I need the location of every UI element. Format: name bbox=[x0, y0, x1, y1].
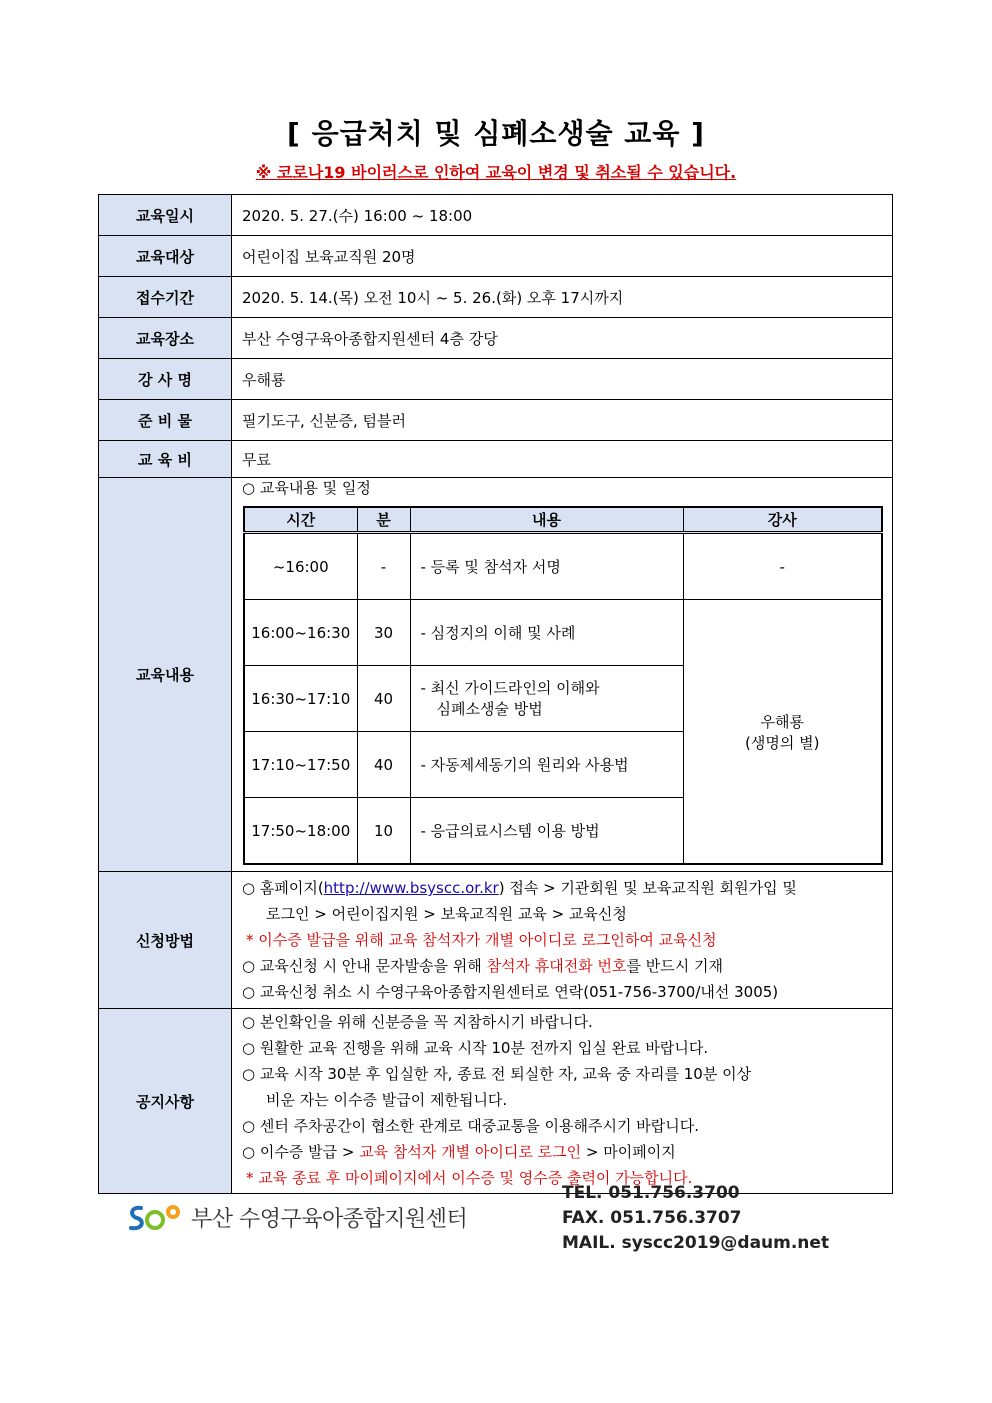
prep-value: 필기도구, 신분증, 텀블러 bbox=[232, 400, 893, 441]
org-name: 부산 수영구육아종합지원센터 bbox=[191, 1206, 468, 1232]
date-label: 교육일시 bbox=[99, 195, 232, 236]
table-row bbox=[244, 600, 882, 666]
row-apply bbox=[99, 872, 893, 1009]
table-row bbox=[244, 533, 882, 600]
target-value: 어린이집 보육교직원 20명 bbox=[232, 236, 893, 277]
apply-line-1 bbox=[232, 875, 892, 901]
place-label: 교육장소 bbox=[99, 318, 232, 359]
apply-l3-red: 참석자 휴대전화 번호 bbox=[486, 957, 627, 975]
notices-cell bbox=[232, 1009, 893, 1194]
content-label: 교육내용 bbox=[99, 478, 232, 872]
notice-line-3: ○ 교육 시작 30분 후 입실한 자, 종료 전 퇴실한 자, 교육 중 자리를 10분 이상 bbox=[242, 1065, 752, 1083]
content-cell bbox=[232, 478, 893, 872]
row-date bbox=[99, 195, 893, 236]
notices-label: 공지사항 bbox=[99, 1009, 232, 1194]
desc-line-1: - 최신 가이드라인의 이해와 bbox=[420, 678, 600, 697]
apply-l1-post: ) 접속 > 기관회원 및 보육교직원 회원가입 및 bbox=[498, 879, 797, 897]
row-content bbox=[99, 478, 893, 872]
row-target bbox=[99, 236, 893, 277]
info-table bbox=[98, 194, 893, 1194]
row-prep bbox=[99, 400, 893, 441]
row-notices bbox=[99, 1009, 893, 1194]
prep-label: 준 비 물 bbox=[99, 400, 232, 441]
desc-cell: - 응급의료시스템 이용 방법 bbox=[410, 798, 683, 865]
content-heading: ○ 교육내용 및 일정 bbox=[242, 479, 371, 497]
notice-l5-pre: ○ 이수증 발급 > bbox=[242, 1143, 360, 1161]
min-cell: - bbox=[357, 533, 410, 600]
lecturer-note: (생명의 별) bbox=[745, 733, 820, 752]
period-label: 접수기간 bbox=[99, 277, 232, 318]
desc-cell: - 자동제세동기의 원리와 사용법 bbox=[410, 732, 683, 798]
notice-line-4: ○ 센터 주차공간이 협소한 관계로 대중교통을 이용해주시기 바랍니다. bbox=[242, 1117, 699, 1135]
mail[interactable]: MAIL. syscc2019@daum.net bbox=[562, 1233, 830, 1253]
apply-cell bbox=[232, 872, 893, 1009]
row-fee bbox=[99, 441, 893, 478]
lecturer-value: 우해룡 bbox=[232, 359, 893, 400]
time-cell: 17:10~17:50 bbox=[244, 732, 357, 798]
lecturer-cell: - bbox=[683, 533, 882, 600]
org-logo bbox=[127, 1200, 467, 1234]
desc-cell: - 심정지의 이해 및 사례 bbox=[410, 600, 683, 666]
header-time: 시간 bbox=[244, 507, 357, 533]
row-place bbox=[99, 318, 893, 359]
time-cell: 17:50~18:00 bbox=[244, 798, 357, 865]
time-cell: 16:00~16:30 bbox=[244, 600, 357, 666]
apply-line-1-cont: 로그인 > 어린이집지원 > 보육교직원 교육 > 교육신청 bbox=[266, 905, 627, 923]
desc-cell bbox=[410, 666, 683, 732]
apply-label: 신청방법 bbox=[99, 872, 232, 1009]
min-cell: 30 bbox=[357, 600, 410, 666]
min-cell: 40 bbox=[357, 666, 410, 732]
notice-line-3-cont: 비운 자는 이수증 발급이 제한됩니다. bbox=[266, 1091, 508, 1109]
apply-line-2: * 이수증 발급을 위해 교육 참석자가 개별 아이디로 로그인하여 교육신청 bbox=[246, 931, 717, 949]
apply-l1-pre: ○ 홈페이지( bbox=[242, 879, 324, 897]
lecturer-merged-cell bbox=[683, 600, 882, 865]
desc-line-2: 심폐소생술 방법 bbox=[436, 699, 543, 718]
row-lecturer bbox=[99, 359, 893, 400]
tel: TEL. 051.756.3700 bbox=[562, 1183, 740, 1203]
notice-line-1: ○ 본인확인을 위해 신분증을 꼭 지참하시기 바랍니다. bbox=[242, 1013, 593, 1031]
logo-mark-icon bbox=[127, 1200, 183, 1234]
period-value: 2020. 5. 14.(목) 오전 10시 ~ 5. 26.(화) 오후 17시까지 bbox=[232, 277, 893, 318]
row-period bbox=[99, 277, 893, 318]
time-cell: ~16:00 bbox=[244, 533, 357, 600]
lecturer-label: 강 사 명 bbox=[99, 359, 232, 400]
target-label: 교육대상 bbox=[99, 236, 232, 277]
notice-line-2: ○ 원활한 교육 진행을 위해 교육 시작 10분 전까지 입실 완료 바랍니다. bbox=[242, 1039, 709, 1057]
page-title: [ 응급처치 및 심폐소생술 교육 ] bbox=[287, 117, 705, 150]
header-min: 분 bbox=[357, 507, 410, 533]
notice-l5-post: > 마이페이지 bbox=[581, 1143, 676, 1161]
place-value: 부산 수영구육아종합지원센터 4층 강당 bbox=[232, 318, 893, 359]
fax: FAX. 051.756.3707 bbox=[562, 1208, 742, 1228]
date-value: 2020. 5. 27.(수) 16:00 ~ 18:00 bbox=[232, 195, 893, 236]
apply-line-3 bbox=[232, 953, 892, 979]
fee-value: 무료 bbox=[232, 441, 893, 478]
min-cell: 40 bbox=[357, 732, 410, 798]
lecturer-name: 우해룡 bbox=[760, 712, 804, 731]
apply-line-4: ○ 교육신청 취소 시 수영구육아종합지원센터로 연락(051-756-3700/내선 3005) bbox=[242, 983, 779, 1001]
desc-cell: - 등록 및 참석자 서명 bbox=[410, 533, 683, 600]
apply-l3-post: 를 반드시 기재 bbox=[626, 957, 723, 975]
fee-label: 교 육 비 bbox=[99, 441, 232, 478]
notice-line-6: * 교육 종료 후 마이페이지에서 이수증 및 영수증 출력이 가능합니다. bbox=[246, 1169, 693, 1187]
notice-l5-red: 교육 참석자 개별 아이디로 로그인 bbox=[359, 1143, 582, 1161]
contact-info bbox=[562, 1181, 829, 1256]
covid-notice: ※ 코로나19 바이러스로 인하여 교육이 변경 및 취소될 수 있습니다. bbox=[255, 163, 737, 182]
header-lecturer: 강사 bbox=[683, 507, 882, 533]
header-desc: 내용 bbox=[410, 507, 683, 533]
time-cell: 16:30~17:10 bbox=[244, 666, 357, 732]
apply-l3-pre: ○ 교육신청 시 안내 문자발송을 위해 bbox=[242, 957, 487, 975]
notice-line-5 bbox=[232, 1139, 892, 1165]
min-cell: 10 bbox=[357, 798, 410, 865]
schedule-table bbox=[243, 506, 883, 865]
homepage-link[interactable]: http://www.bsyscc.or.kr bbox=[323, 879, 499, 897]
